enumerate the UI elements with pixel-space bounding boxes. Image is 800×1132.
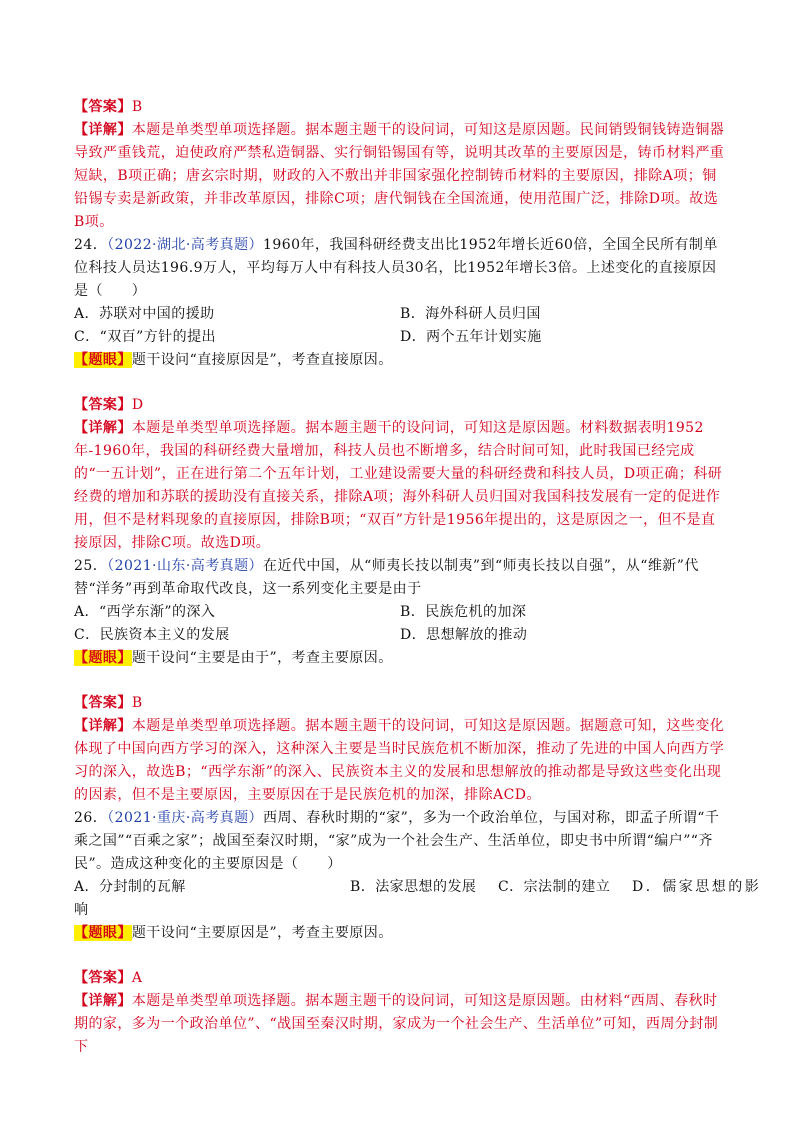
option-d: D．两个五年计划实施: [400, 329, 542, 345]
eye-label: 【题眼】: [74, 925, 132, 941]
answer-value: A: [131, 970, 143, 986]
question-source: （2021·重庆·高考真题）: [107, 810, 264, 826]
question-source: （2022·湖北·高考真题）: [107, 237, 264, 253]
detail-text: 本题是单类型单项选择题。据本题主题干的设问词，可知这是原因题。由材料“西周、春秋时期的家，多为一个政治单位”、“战国至秦汉时期，家成为一个社会生产、生活单位”可知，西周分封制下: [74, 993, 719, 1055]
answer-label: 【答案】: [74, 99, 132, 115]
answer-label: 【答案】: [74, 970, 132, 986]
question-26-stem: [74, 807, 726, 876]
options-row: [74, 624, 726, 647]
question-number: 24．: [74, 237, 108, 253]
detail-paragraph: [74, 119, 726, 234]
answer-line: [74, 96, 726, 119]
question-24-stem: [74, 234, 726, 303]
option-a: A．分封制的瓦解: [74, 879, 186, 895]
option-b: B．民族危机的加深: [400, 604, 527, 620]
question-text: 1960年，我国科研经费支出比1952年增长近60倍，全国全民所有制单位科技人员达196.9万人，平均每万人中有科技人员30名，比1952年增长3倍。上述变化的直接原因是（ ）: [74, 237, 718, 299]
detail-text: 本题是单类型单项选择题。据本题主题干的设问词，可知这是原因题。民间销毁铜钱铸造铜器导致严重钱荒，迫使政府严禁私造铜器、实行铜铅锡国有等，说明其改革的主要原因是，铸币材料严重短缺，B项正确；唐玄宗时期，财政的入不敷出并非国家强化控制铸币材料的主要原因，排除A项；铜铅锡专卖是新政策，并非改革原因，排除C项；唐代铜钱在全国流通，使用范围广泛，排除D项。故选B项。: [74, 122, 725, 230]
option-d-wrap: 响: [74, 902, 89, 918]
detail-label: 【详解】: [74, 993, 132, 1009]
option-c: C．宗法制的建立: [498, 879, 611, 895]
detail-label: 【详解】: [74, 122, 132, 138]
question-text: 西周、春秋时期的“家”，多为一个政治单位，与国对称，即孟子所谓“千乘之国”“百乘之家”；战国至秦汉时期，“家”成为一个社会生产、生活单位，即史书中所谓“编户”“齐民”。造成这种变化的主要原因是（ ）: [74, 810, 720, 872]
answer-label: 【答案】: [74, 397, 132, 413]
answer-value: B: [131, 695, 143, 711]
options-row: [74, 876, 762, 899]
eye-text: 题干设问“主要原因是”，考查主要原因。: [131, 925, 393, 941]
detail-paragraph: [74, 990, 726, 1059]
detail-label: 【详解】: [74, 718, 132, 734]
option-a: A．“西学东渐”的深入: [74, 604, 216, 620]
answer-line: [74, 394, 726, 417]
eye-line: [74, 647, 726, 670]
answer-value: B: [131, 99, 143, 115]
detail-text: 本题是单类型单项选择题。据本题主题干的设问词，可知这是原因题。据题意可知，这些变化体现了中国向西方学习的深入，这种深入主要是当时民族危机不断加深，推动了先进的中国人向西方学习的深入，故选B；“西学东渐”的深入、民族资本主义的发展和思想解放的推动都是导致这些变化出现的因素，但不是主要原因，主要原因在于是民族危机的加深，排除ACD。: [74, 718, 725, 803]
detail-paragraph: [74, 715, 726, 807]
question-25-stem: [74, 555, 726, 601]
answer-label: 【答案】: [74, 695, 132, 711]
option-a: A．苏联对中国的援助: [74, 306, 215, 322]
option-c: C．“双百”方针的提出: [74, 329, 216, 345]
answer-line: [74, 967, 726, 990]
eye-label: 【题眼】: [74, 352, 132, 368]
option-d: D．思想解放的推动: [400, 627, 528, 643]
options-row: [74, 326, 726, 349]
options-row: [74, 601, 726, 624]
detail-label: 【详解】: [74, 420, 132, 436]
eye-line: [74, 349, 726, 372]
options-row: [74, 303, 726, 326]
question-text: 在近代中国，从“师夷长技以制夷”到“师夷长技以自强”，从“维新”代替“洋务”再到革命取代改良，这一系列变化主要是由于: [74, 558, 699, 597]
option-b: B．海外科研人员归国: [400, 306, 541, 322]
document-page: [74, 96, 762, 1059]
question-number: 25．: [74, 558, 108, 574]
eye-label: 【题眼】: [74, 650, 132, 666]
eye-line: [74, 922, 726, 945]
question-number: 26．: [74, 810, 108, 826]
option-b: B．法家思想的发展: [350, 879, 477, 895]
question-source: （2021·山东·高考真题）: [107, 558, 264, 574]
eye-text: 题干设问“直接原因是”，考查直接原因。: [131, 352, 393, 368]
option-d: D．儒家思想的影: [632, 879, 762, 895]
option-c: C．民族资本主义的发展: [74, 627, 230, 643]
answer-line: [74, 692, 726, 715]
answer-value: D: [131, 397, 144, 413]
eye-text: 题干设问“主要是由于”，考查主要原因。: [131, 650, 393, 666]
detail-text: 本题是单类型单项选择题。据本题主题干的设问词，可知这是原因题。材料数据表明1952年-1960年，我国的科研经费大量增加，科技人员也不断增多，结合时间可知，此时我国已经完成的“一五计划”，正在进行第二个五年计划，工业建设需要大量的科研经费和科技人员，D项正确；科研经费的增加和苏联的援助没有直接关系，排除A项；海外科研人员归国对我国科技发展有一定的促进作用，但不是材料现象的直接原因，排除B项；“双百”方针是1956年提出的，这是原因之一，但不是直接原因，排除C项。故选D项。: [74, 420, 723, 551]
detail-paragraph: [74, 417, 726, 555]
